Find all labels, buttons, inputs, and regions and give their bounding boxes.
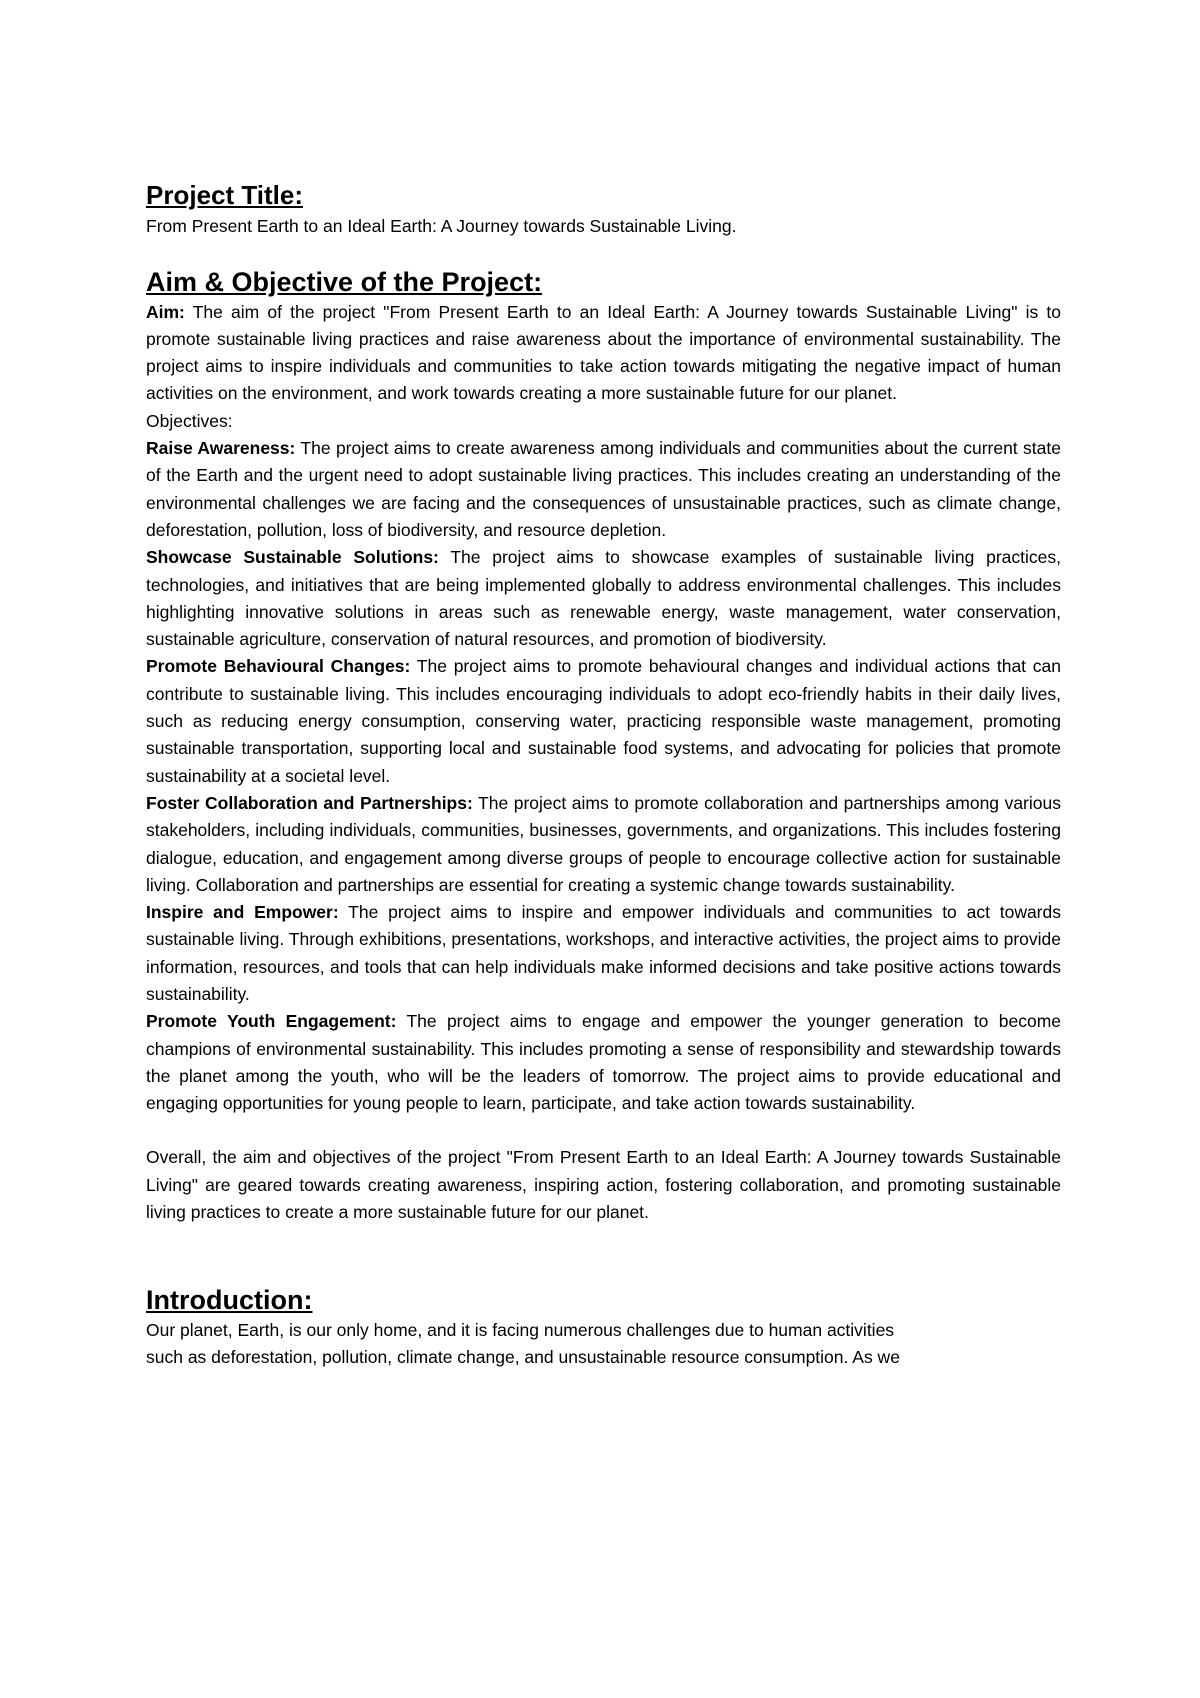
introduction-heading: Introduction: — [146, 1285, 313, 1316]
objective-collaboration — [146, 790, 1061, 899]
objective-label: Showcase Sustainable Solutions: — [146, 547, 439, 568]
objective-youth-engagement — [146, 1008, 1061, 1117]
objective-label: Inspire and Empower: — [146, 902, 339, 923]
overall-paragraph: Overall, the aim and objectives of the project "From Present Earth to an Ideal Earth: A Journey towards Sustainable Living" are geared towards creating awareness, inspiring action, fostering collaboration, and promoting sustainable living practices to create a more sustainable future for our planet. — [146, 1147, 1061, 1223]
objective-text: The project aims to engage and empower the younger generation to become champions of environmental sustainability. This includes promoting a sense of responsibility and stewardship towards the planet among the youth, who will be the leaders of tomorrow. The project aims to provide educational and engaging opportunities for young people to learn, participate, and take action towards sustainability. — [146, 1011, 1061, 1114]
objective-text: The project aims to promote behavioural changes and individual actions that can contribute to sustainable living. This includes encouraging individuals to adopt eco-friendly habits in their daily lives, such as reducing energy consumption, conserving water, practicing responsible waste management, promoting sustainable transportation, supporting local and sustainable food systems, and advocating for policies that promote sustainability at a societal level. — [146, 656, 1061, 786]
objectives-label: Objectives: — [146, 410, 233, 431]
document-page — [146, 180, 1061, 1371]
aim-text: The aim of the project "From Present Earth to an Ideal Earth: A Journey towards Sustainable Living" is to promote sustainable living practices and raise awareness about the importance of environmental sustainability. The project aims to inspire individuals and communities to take action towards mitigating the negative impact of human activities on the environment, and work towards creating a more sustainable future for our planet. — [146, 301, 1061, 404]
aim-objective-heading: Aim & Objective of the Project: — [146, 267, 543, 298]
aim-paragraph — [146, 299, 1061, 408]
objective-label: Foster Collaboration and Partnerships: — [146, 792, 473, 813]
objective-text: The project aims to promote collaboration and partnerships among various stakeholders, including individuals, communities, businesses, governments, and organizations. This includes fostering dialogue, education, and engagement among diverse groups of people to encourage collective action for sustainable living. Collaboration and partnerships are essential for creating a systemic change towards sustainability. — [146, 792, 1061, 895]
objective-inspire-empower — [146, 899, 1061, 1008]
project-title-text: From Present Earth to an Ideal Earth: A Journey towards Sustainable Living. — [146, 216, 737, 237]
objective-text: The project aims to showcase examples of sustainable living practices, technologies, and initiatives that are being implemented globally to address environmental challenges. This includes highlighting innovative solutions in areas such as renewable energy, waste management, water conservation, sustainable agriculture, conservation of natural resources, and promotion of biodiversity. — [146, 547, 1062, 650]
introduction-line: Our planet, Earth, is our only home, and it is facing numerous challenges due to human activities — [146, 1319, 895, 1340]
objective-label: Promote Behavioural Changes: — [146, 656, 411, 677]
objective-text: The project aims to inspire and empower individuals and communities to act towards sustainable living. Through exhibitions, presentations, workshops, and interactive activities, the project aims to provide information, resources, and tools that can help individuals make informed decisions and take positive actions towards sustainability. — [146, 902, 1061, 1004]
introduction-line: such as deforestation, pollution, climate change, and unsustainable resource consumption. As we — [146, 1347, 900, 1368]
objective-label: Promote Youth Engagement: — [146, 1011, 397, 1032]
objective-showcase-solutions — [146, 544, 1061, 653]
aim-label: Aim: — [146, 301, 185, 322]
paragraph-spacer — [146, 1117, 1061, 1144]
project-title-heading: Project Title: — [146, 180, 304, 210]
objective-raise-awareness — [146, 435, 1061, 544]
objective-behavioural-changes — [146, 653, 1061, 789]
objective-label: Raise Awareness: — [146, 438, 296, 459]
objective-text: The project aims to create awareness among individuals and communities about the current state of the Earth and the urgent need to adopt sustainable living practices. This includes creating an understanding of the environmental challenges we are facing and the consequences of unsustainable practices, such as climate change, deforestation, pollution, loss of biodiversity, and resource depletion. — [146, 438, 1061, 540]
